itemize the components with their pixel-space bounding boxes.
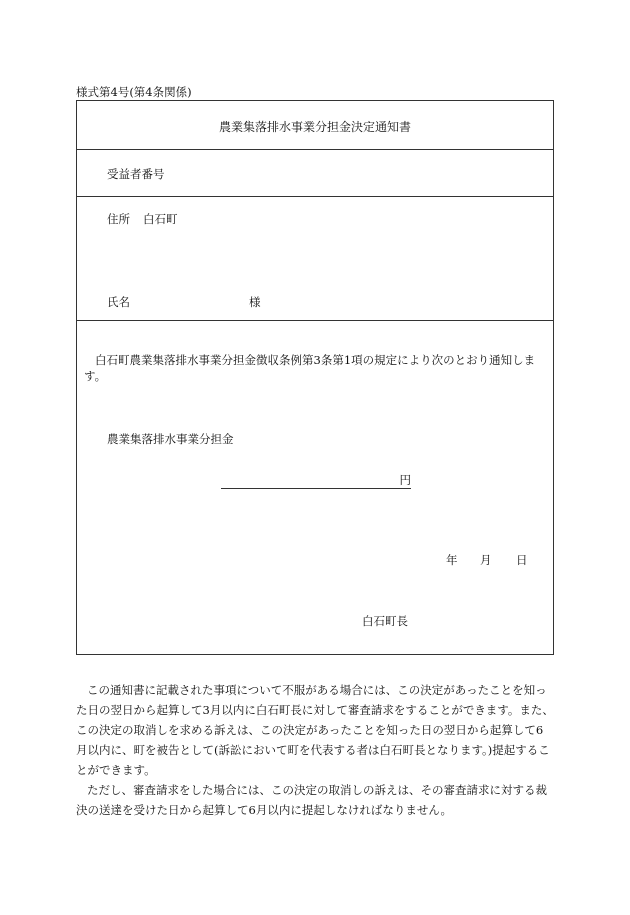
name-label: 氏名 (107, 295, 130, 309)
notice-text: 白石町農業集落排水事業分担金徴収条例第3条第1項の規定により次のとおり通知します。 (84, 353, 536, 383)
amount-field (221, 472, 411, 489)
date-month-label: 月 (480, 553, 492, 567)
address-value: 白石町 (143, 212, 178, 226)
form-number-label: 様式第4号(第4条関係) (76, 85, 192, 99)
appeal-notes (76, 680, 554, 820)
notification-form (76, 100, 554, 655)
issue-date (446, 552, 530, 566)
yen-unit: 円 (399, 473, 411, 487)
appeal-note-paragraph: この通知書に記載された事項について不服がある場合には、この決定があったことを知った日の翌日から起算して3月以内に白石町長に対して審査請求をすることができます。また、この決定の取消しを求める訴えは、この決定があったことを知った日の翌日から起算して6月以内に、町を被告として(訴訟において町を代表する者は白石町長となります。)提起することができます。 (76, 683, 554, 777)
beneficiary-number-row (77, 149, 553, 197)
title-row (77, 101, 553, 150)
beneficiary-number-label: 受益者番号 (107, 167, 165, 181)
recipient-row (77, 196, 553, 321)
honorific: 様 (249, 295, 261, 309)
appeal-note-paragraph: ただし、審査請求をした場合には、この決定の取消しの訴えは、その審査請求に対する裁決の送達を受けた日から起算して6月以内に提起しなければなりません。 (76, 783, 547, 817)
document-title: 農業集落排水事業分担金決定通知書 (218, 120, 411, 134)
charge-label: 農業集落排水事業分担金 (107, 432, 234, 446)
address-label: 住所 (107, 212, 130, 226)
date-year-label: 年 (446, 553, 458, 567)
date-day-label: 日 (516, 553, 528, 567)
issuer-name: 白石町長 (362, 614, 408, 628)
